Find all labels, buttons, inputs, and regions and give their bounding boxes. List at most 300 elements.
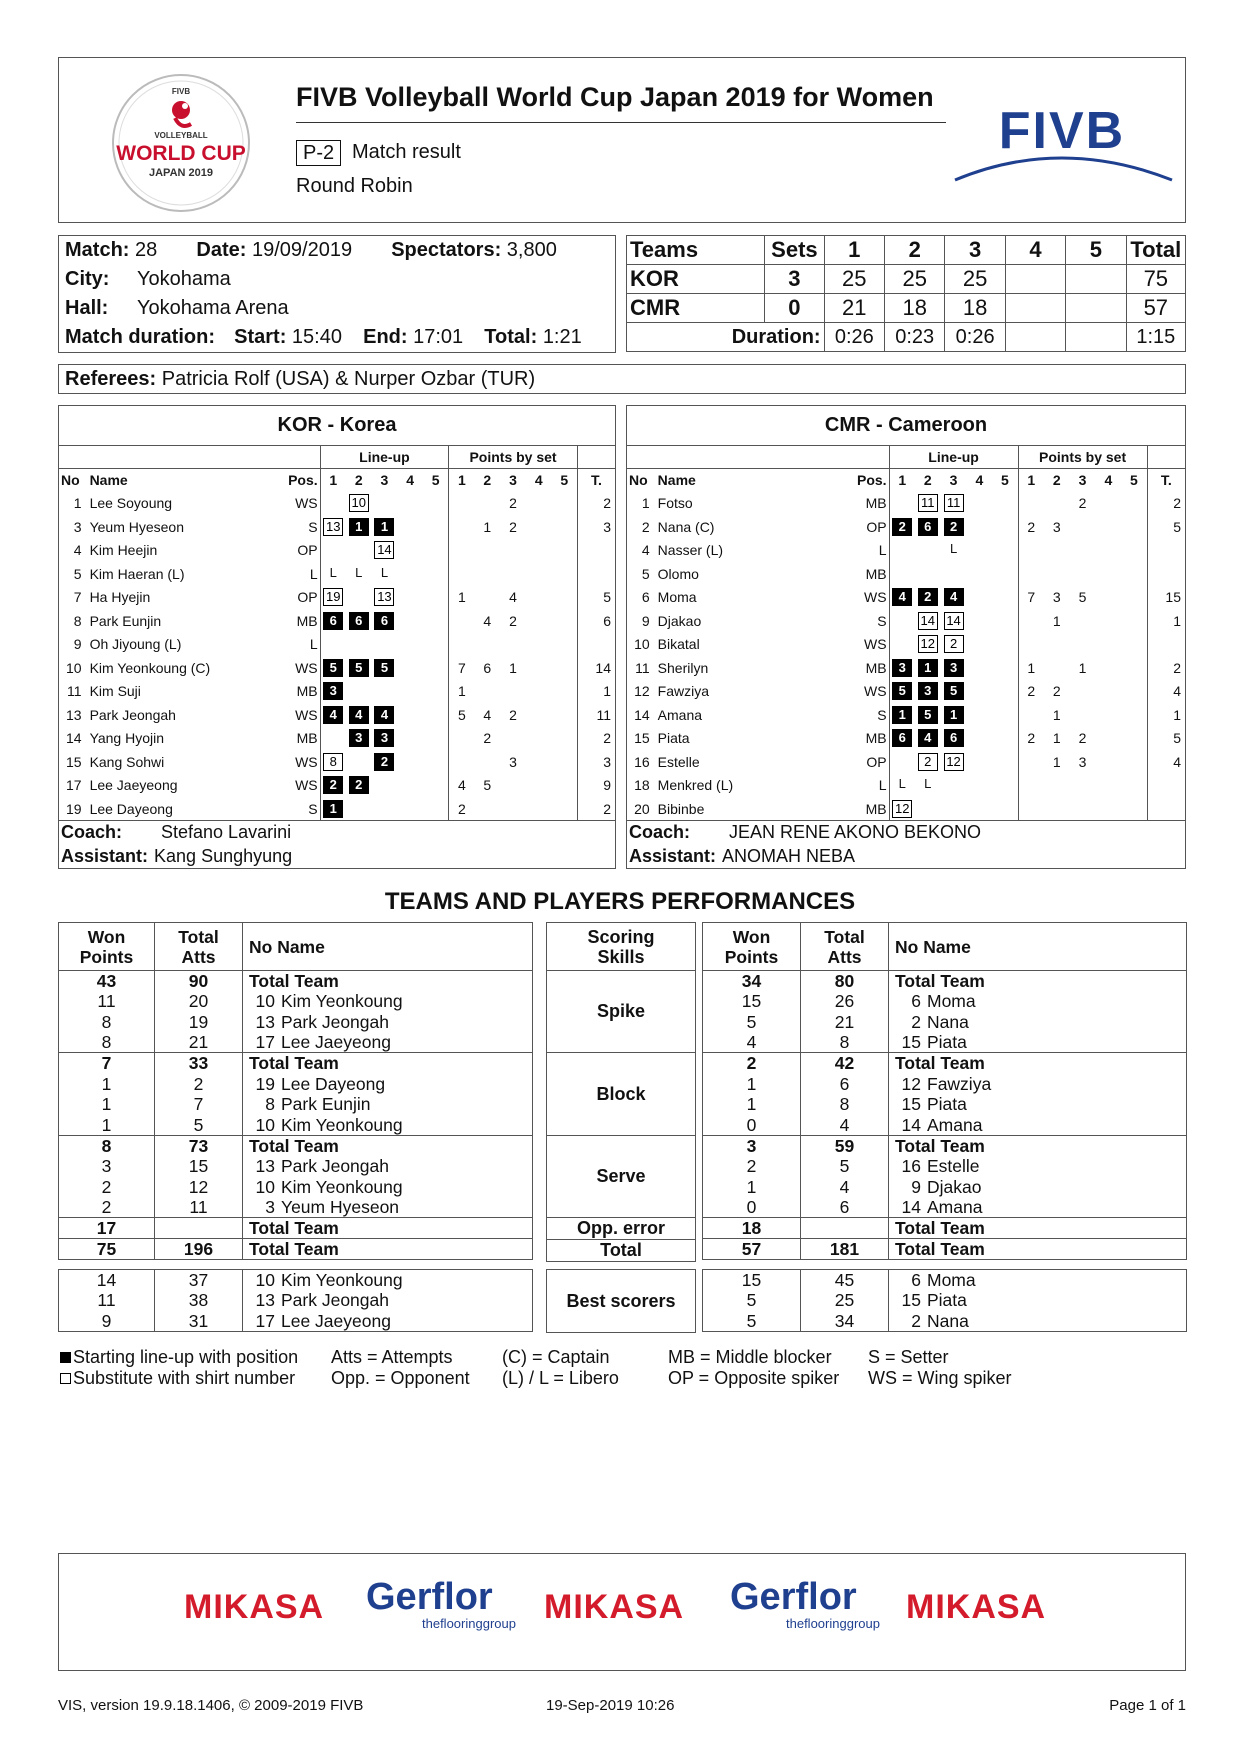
player-row xyxy=(627,680,1186,704)
lineup-set-5 xyxy=(423,774,449,798)
points-set-5 xyxy=(552,633,578,657)
total-atts: 11 xyxy=(155,1197,243,1218)
total-atts: 73 xyxy=(155,1135,243,1156)
col-pts-set-1: 1 xyxy=(449,469,475,492)
assistant-row xyxy=(627,845,1186,869)
shirt-number: 10 xyxy=(255,1114,275,1135)
lineup-set-1 xyxy=(889,703,915,727)
world-cup-logo xyxy=(105,72,257,214)
mikasa-logo: MIKASA xyxy=(906,1588,1047,1626)
total-atts: 8 xyxy=(801,1032,889,1053)
total-atts: 5 xyxy=(801,1156,889,1177)
assistant-name: ANOMAH NEBA xyxy=(722,845,856,866)
player-number: 3 xyxy=(73,518,82,535)
points-set-4 xyxy=(526,492,552,516)
player-position: WS xyxy=(864,589,887,606)
starting-position-marker: 4 xyxy=(349,706,369,724)
points-set-4 xyxy=(526,539,552,563)
won-points: 11 xyxy=(59,991,155,1012)
coach-row xyxy=(627,821,1186,845)
total-atts: 4 xyxy=(801,1115,889,1136)
shirt-number: 13 xyxy=(255,1011,275,1032)
team-total-label: Total Team xyxy=(895,1135,985,1156)
points-set-4 xyxy=(1095,797,1121,821)
block-row xyxy=(59,1115,533,1136)
total-atts: 21 xyxy=(155,1032,243,1053)
libero-marker: L xyxy=(380,564,389,580)
player-name-cell xyxy=(243,991,533,1012)
points-set-4 xyxy=(526,774,552,798)
points-set-3: 2 xyxy=(509,612,517,629)
cmr-best-scorers xyxy=(702,1269,1187,1332)
won-points: 57 xyxy=(703,1239,801,1260)
player-position: MB xyxy=(296,612,318,629)
player-row xyxy=(627,539,1186,563)
coach-name: JEAN RENE AKONO BEKONO xyxy=(729,822,982,843)
points-set-3 xyxy=(1070,515,1096,539)
lineup-set-1 xyxy=(320,703,346,727)
libero-marker: L xyxy=(898,776,906,792)
points-by-set-header: Points by set xyxy=(1018,446,1147,469)
lineup-set-5 xyxy=(423,750,449,774)
shirt-number: 10 xyxy=(255,1270,275,1291)
shirt-number: 6 xyxy=(911,1270,921,1291)
lineup-set-2 xyxy=(346,539,372,563)
cmr-lineup-table xyxy=(626,405,1186,869)
city: Yokohama xyxy=(137,268,231,290)
lineup-set-3 xyxy=(941,797,967,821)
points-set-4 xyxy=(1095,515,1121,539)
player-name-cell xyxy=(889,1135,1187,1156)
player-total-points: 14 xyxy=(577,656,615,680)
player-position: MB xyxy=(865,565,887,582)
points-set-1: 2 xyxy=(1018,680,1044,704)
starting-position-marker: 6 xyxy=(323,612,343,630)
coach-name: Stefano Lavarini xyxy=(161,822,292,843)
lineup-header: Line-up xyxy=(889,446,1018,469)
player-name-cell xyxy=(243,1311,533,1332)
lineup-set-4 xyxy=(966,680,992,704)
team-total-label: Total Team xyxy=(243,1218,533,1239)
skills-header-row xyxy=(547,923,696,971)
lineup-set-2 xyxy=(915,515,941,539)
player-total-points: 11 xyxy=(577,703,615,727)
player-number: 12 xyxy=(634,683,650,700)
shirt-number: 10 xyxy=(255,991,275,1012)
lineup-set-4 xyxy=(966,515,992,539)
points-set-5 xyxy=(1121,562,1147,586)
starting-position-marker: 3 xyxy=(374,729,394,747)
lineup-set-3 xyxy=(941,492,967,516)
player-row xyxy=(59,680,616,704)
points-set-3: 3 xyxy=(509,753,517,770)
lineup-set-4 xyxy=(397,539,423,563)
col-no-name: No Name xyxy=(243,923,533,971)
won-points: 43 xyxy=(59,971,155,992)
lineup-set-5 xyxy=(992,750,1018,774)
col-scoring-skills: Scoring Skills xyxy=(547,923,696,971)
page-title: FIVB Volleyball World Cup Japan 2019 for Women xyxy=(296,82,934,112)
player-position: OP xyxy=(297,542,318,559)
lineup-set-2 xyxy=(915,727,941,751)
shirt-number: 3 xyxy=(265,1197,275,1218)
player-row xyxy=(59,797,616,821)
points-set-4 xyxy=(526,609,552,633)
total-atts: 2 xyxy=(155,1073,243,1094)
substitute-marker: 12 xyxy=(892,800,912,818)
player-name-cell xyxy=(243,1176,533,1197)
points-set-1: 2 xyxy=(449,797,475,821)
won-points: 0 xyxy=(703,1115,801,1136)
player-name: Amana xyxy=(927,1114,983,1135)
won-points: 2 xyxy=(59,1176,155,1197)
col-pts-set-5: 5 xyxy=(1121,469,1147,492)
player-name: Nana xyxy=(927,1310,969,1331)
lineup-set-5 xyxy=(423,703,449,727)
won-points: 2 xyxy=(703,1156,801,1177)
lineup-set-4 xyxy=(397,750,423,774)
col-total-atts: Total Atts xyxy=(155,923,243,971)
lineup-set-5 xyxy=(423,633,449,657)
player-total-points: 2 xyxy=(577,492,615,516)
team-total-label: Total Team xyxy=(243,1239,533,1260)
won-points: 8 xyxy=(59,1135,155,1156)
player-name-cell xyxy=(889,1156,1187,1177)
lineup-set-3 xyxy=(372,797,398,821)
player-position: MB xyxy=(865,800,887,817)
points-set-5 xyxy=(1121,774,1147,798)
block-row xyxy=(59,1073,533,1094)
points-set-5 xyxy=(552,609,578,633)
won-points: 5 xyxy=(703,1290,801,1311)
shirt-number: 14 xyxy=(901,1114,921,1135)
points-set-3 xyxy=(500,797,526,821)
lineup-set-5 xyxy=(423,797,449,821)
serve-row xyxy=(59,1176,533,1197)
assistant-row xyxy=(59,845,616,869)
points-set-3: 1 xyxy=(1078,659,1087,676)
player-number: 13 xyxy=(65,706,82,723)
points-set-5 xyxy=(552,562,578,586)
points-set-2 xyxy=(1044,656,1070,680)
player-total-points: 2 xyxy=(1147,656,1185,680)
player-row xyxy=(627,750,1186,774)
points-set-4 xyxy=(1095,539,1121,563)
total-row xyxy=(703,1239,1187,1260)
player-name-cell xyxy=(889,1176,1187,1197)
lineup-set-2 xyxy=(346,492,372,516)
serve-row xyxy=(703,1135,1187,1156)
points-set-1: 1 xyxy=(449,586,475,610)
coach: Coach: JEAN RENE AKONO BEKONO xyxy=(627,821,1186,845)
lineup-set-5 xyxy=(423,609,449,633)
lineup-set-2 xyxy=(346,609,372,633)
lineup-set-5 xyxy=(992,703,1018,727)
serve-row xyxy=(703,1156,1187,1177)
player-name: Park Jeongah xyxy=(281,1290,389,1311)
player-name: Bibinbe xyxy=(657,800,705,817)
shirt-number: 17 xyxy=(255,1032,275,1053)
points-set-4 xyxy=(1095,562,1121,586)
points-set-1 xyxy=(449,609,475,633)
lineup-set-2 xyxy=(915,539,941,563)
total-atts: 34 xyxy=(801,1311,889,1332)
total-atts: 33 xyxy=(155,1053,243,1074)
skill-total: Total xyxy=(547,1240,696,1262)
player-row xyxy=(627,774,1186,798)
starting-position-marker: 2 xyxy=(944,518,964,536)
points-set-4 xyxy=(1095,774,1121,798)
total-atts: 7 xyxy=(155,1094,243,1115)
player-position: WS xyxy=(295,753,318,770)
col-total: T. xyxy=(1147,469,1185,492)
column-header-row xyxy=(59,469,616,492)
points-set-3 xyxy=(1070,609,1096,633)
player-position: OP xyxy=(866,753,887,770)
referees-box xyxy=(58,364,1186,394)
lineup-set-4 xyxy=(397,492,423,516)
lineup-set-4 xyxy=(966,539,992,563)
player-row xyxy=(59,774,616,798)
starting-position-marker: 1 xyxy=(374,518,394,536)
points-set-2 xyxy=(474,680,500,704)
lineup-set-4 xyxy=(966,492,992,516)
won-points: 1 xyxy=(703,1176,801,1197)
lineup-set-5 xyxy=(992,515,1018,539)
starting-position-marker: 1 xyxy=(918,659,938,677)
points-set-3 xyxy=(500,774,526,798)
lineup-set-2 xyxy=(346,656,372,680)
lineup-set-3 xyxy=(941,727,967,751)
skill-row xyxy=(547,1218,696,1240)
lineup-set-5 xyxy=(992,539,1018,563)
lineup-set-4 xyxy=(966,750,992,774)
substitute-marker: 14 xyxy=(918,612,938,630)
won-points: 2 xyxy=(59,1197,155,1218)
points-set-4 xyxy=(1095,633,1121,657)
lineup-set-5 xyxy=(992,727,1018,751)
lineup-set-1 xyxy=(889,750,915,774)
points-set-1 xyxy=(449,515,475,539)
player-number: 16 xyxy=(634,753,650,770)
lineup-set-5 xyxy=(423,727,449,751)
player-name: Moma xyxy=(927,991,976,1012)
block-row xyxy=(703,1115,1187,1136)
player-name-cell xyxy=(243,971,533,992)
starting-position-marker: 2 xyxy=(323,776,343,794)
best-scorer-row xyxy=(59,1311,533,1332)
player-row xyxy=(627,797,1186,821)
lineup-set-3 xyxy=(941,562,967,586)
total-atts: 196 xyxy=(155,1239,243,1260)
performance-title: TEAMS AND PLAYERS PERFORMANCES xyxy=(384,888,856,915)
match-line: Match: 28 Date: 19/09/2019 Spectators: 3,800 xyxy=(65,239,557,261)
points-set-1 xyxy=(1018,703,1044,727)
shirt-number: 19 xyxy=(255,1073,275,1094)
points-set-5 xyxy=(552,750,578,774)
total-row xyxy=(59,1239,533,1260)
player-name: Lee Dayeong xyxy=(281,1073,386,1094)
total-atts: 12 xyxy=(155,1176,243,1197)
lineup-set-2 xyxy=(346,633,372,657)
start-time: 15:40 xyxy=(291,326,342,348)
won-points: 0 xyxy=(703,1197,801,1218)
points-set-2: 4 xyxy=(483,612,492,629)
points-set-3: 2 xyxy=(509,495,517,512)
lineup-set-1 xyxy=(320,633,346,657)
starting-position-marker: 2 xyxy=(918,588,938,606)
lineup-set-3 xyxy=(372,539,398,563)
team-title-row xyxy=(59,406,616,446)
skill-spike: Spike xyxy=(547,971,696,1053)
points-set-1 xyxy=(449,539,475,563)
player-name: Kim Suji xyxy=(89,683,141,700)
player-name: Estelle xyxy=(927,1156,980,1177)
player-row xyxy=(59,492,616,516)
shirt-number: 2 xyxy=(911,1011,921,1032)
col-no: No xyxy=(627,469,656,492)
group-header-row xyxy=(59,446,616,469)
filled-square-icon xyxy=(60,1352,71,1363)
player-number: 20 xyxy=(634,800,650,817)
shirt-number: 13 xyxy=(255,1290,275,1311)
col-pts-set-3: 3 xyxy=(1070,469,1096,492)
points-set-1: 5 xyxy=(449,703,475,727)
lineup-set-5 xyxy=(992,797,1018,821)
points-set-2 xyxy=(1044,774,1070,798)
skill-row xyxy=(547,1240,696,1262)
points-set-2 xyxy=(1044,562,1070,586)
total-atts: 90 xyxy=(155,971,243,992)
shirt-number: 15 xyxy=(901,1094,921,1115)
lineup-set-5 xyxy=(992,680,1018,704)
starting-position-marker: 3 xyxy=(349,729,369,747)
starting-position-marker: 5 xyxy=(374,659,394,677)
player-number: 18 xyxy=(634,777,650,794)
col-total: T. xyxy=(577,469,615,492)
footer-printed: 19-Sep-2019 10:26 xyxy=(546,1697,675,1714)
lineup-set-3 xyxy=(941,656,967,680)
starting-position-marker: 6 xyxy=(374,612,394,630)
player-position: OP xyxy=(297,589,318,606)
lineup-set-1 xyxy=(889,680,915,704)
libero-marker: L xyxy=(949,541,958,557)
col-total-atts: Total Atts xyxy=(801,923,889,971)
team-total-label: Total Team xyxy=(249,1135,339,1156)
player-total-points: 4 xyxy=(1147,750,1185,774)
lineup-set-2 xyxy=(346,703,372,727)
player-number: 9 xyxy=(73,636,82,653)
player-total-points: 15 xyxy=(1147,586,1185,610)
total-atts: 38 xyxy=(155,1290,243,1311)
points-set-3 xyxy=(500,680,526,704)
footer-version: VIS, version 19.9.18.1406, © 2009-2019 FIVB xyxy=(58,1697,364,1714)
points-set-4 xyxy=(1095,750,1121,774)
total-atts: 15 xyxy=(155,1156,243,1177)
lineup-set-4 xyxy=(966,633,992,657)
lineup-set-5 xyxy=(423,515,449,539)
lineup-set-2 xyxy=(915,797,941,821)
player-position: WS xyxy=(295,495,318,512)
lineup-set-2 xyxy=(346,586,372,610)
team-total-label: Total Team xyxy=(249,1053,339,1074)
points-set-4 xyxy=(526,750,552,774)
lineup-set-5 xyxy=(423,539,449,563)
won-points: 1 xyxy=(703,1073,801,1094)
player-number: 8 xyxy=(73,612,82,629)
shirt-number: 12 xyxy=(901,1073,921,1094)
player-name-cell xyxy=(889,1073,1187,1094)
svg-text:VOLLEYBALL: VOLLEYBALL xyxy=(154,131,208,140)
skill-block: Block xyxy=(547,1053,696,1135)
player-name: Park Eunjin xyxy=(281,1094,371,1115)
points-set-2: 4 xyxy=(483,706,492,723)
substitute-marker: 2 xyxy=(944,635,964,653)
won-points: 5 xyxy=(703,1311,801,1332)
lineup-set-2 xyxy=(915,609,941,633)
player-position: L xyxy=(309,565,318,582)
player-name: Lee Jaeyeong xyxy=(281,1310,391,1331)
end-time: 17:01 xyxy=(413,326,464,348)
starting-position-marker: 2 xyxy=(374,753,394,771)
player-position: MB xyxy=(296,683,318,700)
lineup-set-1 xyxy=(320,609,346,633)
player-name: Fawziya xyxy=(927,1073,992,1094)
total-atts: 19 xyxy=(155,1012,243,1033)
opp-error-row xyxy=(59,1218,533,1239)
points-set-5 xyxy=(552,680,578,704)
points-set-1 xyxy=(449,562,475,586)
lineup-set-5 xyxy=(423,586,449,610)
player-name-cell xyxy=(889,1197,1187,1218)
lineup-set-3 xyxy=(372,774,398,798)
mikasa-logo: MIKASA xyxy=(544,1588,685,1626)
performance-header-row xyxy=(703,923,1187,971)
doc-code: P-2 xyxy=(296,140,341,166)
points-set-3 xyxy=(1070,633,1096,657)
performance-header-row xyxy=(59,923,533,971)
lineup-set-1 xyxy=(320,515,346,539)
points-set-4 xyxy=(1095,680,1121,704)
assistant-coach: Assistant: ANOMAH NEBA xyxy=(629,845,856,866)
player-total-points xyxy=(1147,633,1185,657)
player-position: MB xyxy=(865,659,887,676)
lineup-set-5 xyxy=(992,633,1018,657)
substitute-marker: 19 xyxy=(323,588,343,606)
player-name: Kim Yeonkoung xyxy=(281,1176,403,1197)
coach-row xyxy=(59,821,616,845)
lineup-set-4 xyxy=(966,656,992,680)
lineup-set-5 xyxy=(992,774,1018,798)
match-date: 19/09/2019 xyxy=(251,239,353,261)
starting-position-marker: 3 xyxy=(944,659,964,677)
player-row xyxy=(59,750,616,774)
team-total-label: Total Team xyxy=(889,1239,1187,1260)
player-number: 5 xyxy=(73,565,82,582)
lineup-set-4 xyxy=(966,703,992,727)
substitute-marker: 13 xyxy=(374,588,394,606)
player-row xyxy=(59,727,616,751)
serve-row xyxy=(59,1156,533,1177)
lineup-set-3 xyxy=(372,680,398,704)
points-set-5 xyxy=(1121,586,1147,610)
libero-marker: L xyxy=(329,564,337,580)
player-number: 10 xyxy=(65,659,82,676)
player-position: MB xyxy=(296,730,318,747)
coach: Coach: Stefano Lavarini xyxy=(59,821,616,845)
points-set-1: 1 xyxy=(1018,656,1044,680)
player-name: Oh Jiyoung (L) xyxy=(89,636,182,653)
